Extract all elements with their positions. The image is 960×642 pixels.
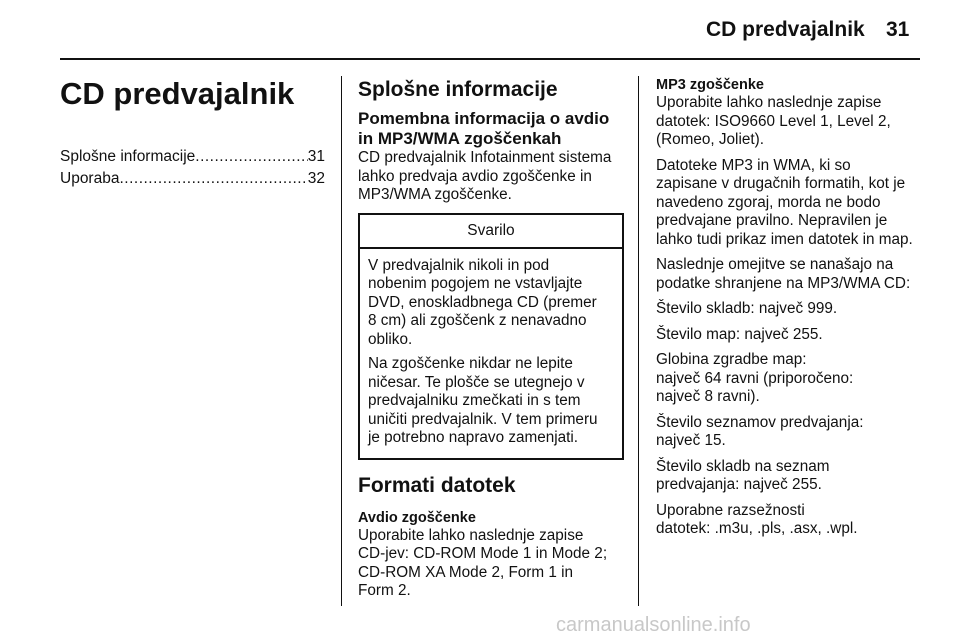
limit-folders: Število map: največ 255. [656, 325, 823, 343]
general-info-column [358, 76, 624, 608]
limits-intro: Naslednje omejitve se nanašajo na podatke shranjene na MP3/WMA CD: [656, 256, 911, 292]
toc-entry-usage[interactable] [60, 168, 325, 190]
chapter-column [60, 76, 325, 190]
mp3-cd-title: MP3 zgoščenke [656, 77, 764, 93]
warning-title: Svarilo [360, 215, 622, 249]
section-heading-general: Splošne informacije [358, 78, 558, 101]
warning-paragraph-2: Na zgoščenke nikdar ne lepite ničesar. Te plošče se utegnejo v predvajalniku zmečkati in s tem uničiti predvajalnik. V tem primeru je potrebno napravo zamenjati. [368, 355, 598, 446]
toc-page: 31 [307, 148, 325, 165]
limit-folder-depth: Globina zgradbe map: največ 64 ravni (priporočeno: največ 8 ravni). [656, 351, 854, 405]
mp3-info-column [656, 76, 926, 546]
mp3-other-formats-text: Datoteke MP3 in WMA, ki so zapisane v drugačnih formatih, kot je navedeno zgoraj, morda ne bodo predvajane pravilno. Nepravilen je lahko tudi prikaz imen datotek in map. [656, 156, 913, 248]
warning-box [358, 213, 624, 460]
intro-paragraph: CD predvajalnik Infotainment sistema lahko predvaja avdio zgoščenke in MP3/WMA zgoščenke. [358, 149, 612, 203]
warning-body [360, 249, 622, 458]
mp3-cd-text: Uporabite lahko naslednje zapise datotek: ISO9660 Level 1, Level 2, (Romeo, Joliet). [656, 94, 891, 148]
toc-entry-general[interactable] [60, 146, 325, 168]
watermark: carmanualsonline.info [556, 614, 751, 636]
limit-tracks: Število skladb: največ 999. [656, 300, 838, 317]
toc-label: Uporaba [60, 170, 120, 187]
column-divider-right [638, 76, 639, 606]
chapter-title: CD predvajalnik [60, 76, 295, 111]
audio-cd-text: Uporabite lahko naslednje zapise CD-jev: CD-ROM Mode 1 in Mode 2; CD-ROM XA Mode 2, Form 1 in Form 2. [358, 526, 608, 599]
subheading-important-info: Pomembna informacija o avdio in MP3/WMA zgoščenkah [358, 109, 610, 148]
file-extensions: Uporabne razsežnosti datotek: .m3u, .pls, .asx, .wpl. [656, 501, 858, 537]
warning-paragraph-1: V predvajalnik nikoli in pod nobenim pogojem ne vstavljajte DVD, enoskladbnega CD (premer 8 cm) ali zgoščenk z nenavadno obliko. [368, 256, 597, 348]
page-number: 31 [886, 18, 910, 41]
toc-label: Splošne informacije [60, 148, 196, 165]
header-rule [60, 58, 920, 60]
toc-leader [119, 168, 307, 190]
running-header-title: CD predvajalnik [706, 18, 865, 41]
section-heading-formats: Formati datotek [358, 473, 516, 497]
limit-playlists: Število seznamov predvajanja: največ 15. [656, 413, 864, 449]
audio-cd-title: Avdio zgoščenke [358, 509, 476, 526]
column-divider-left [341, 76, 342, 606]
toc-leader [195, 146, 307, 168]
toc-page: 32 [307, 170, 325, 187]
limit-tracks-per-playlist: Število skladb na seznam predvajanja: največ 255. [656, 457, 830, 493]
